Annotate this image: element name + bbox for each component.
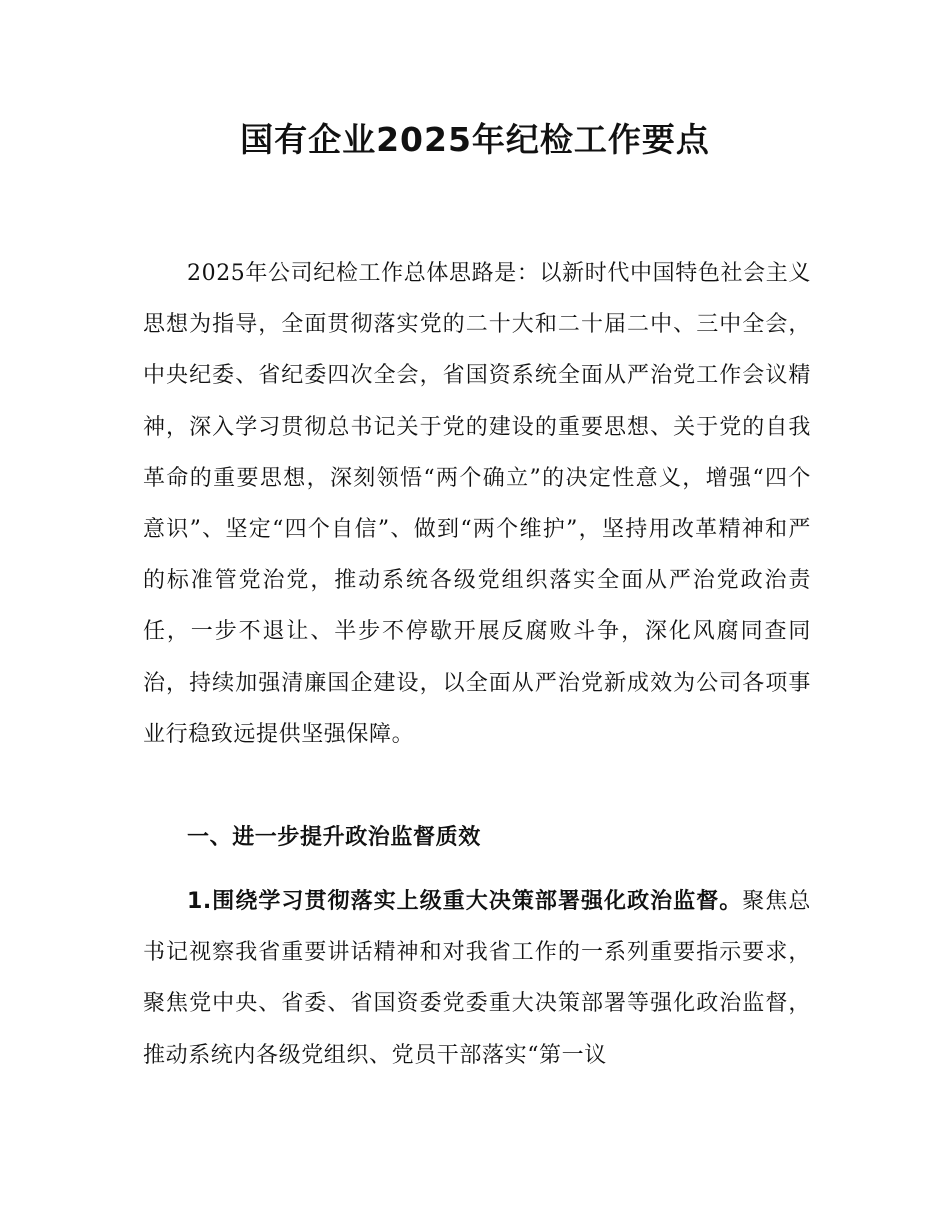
- intro-paragraph: 2025年公司纪检工作总体思路是：以新时代中国特色社会主义思想为指导，全面贯彻落实党的二十大和二十届二中、三中全会，中央纪委、省纪委四次全会，省国资系统全面从严治党工作会议精神，深入学习贯彻总书记关于党的建设的重要思想、关于党的自我革命的重要思想，深刻领悟“两个确立”的决定性意义，增强“四个意识”、坚定“四个自信”、做到“两个维护”，坚持用改革精神和严的标准管党治党，推动系统各级党组织落实全面从严治党政治责任，一步不退让、半步不停歇开展反腐败斗争，深化风腐同查同治，持续加强清廉国企建设，以全面从严治党新成效为公司各项事业行稳致远提供坚强保障。: [143, 261, 811, 747]
- section-1-item-1-text: 聚焦总书记视察我省重要讲话精神和对我省工作的一系列重要指示要求，聚焦党中央、省委、省国资委党委重大决策部署等强化政治监督，推动系统内各级党组织、党员干部落实“第一议: [143, 889, 811, 1068]
- section-1-item-1-lead: 1.围绕学习贯彻落实上级重大决策部署强化政治监督。: [187, 889, 743, 914]
- document-title: 国有企业2025年纪检工作要点: [240, 120, 710, 159]
- section-heading-1: 一、进一步提升政治监督质效: [187, 825, 481, 850]
- section-1-item-1-paragraph: [143, 876, 811, 1081]
